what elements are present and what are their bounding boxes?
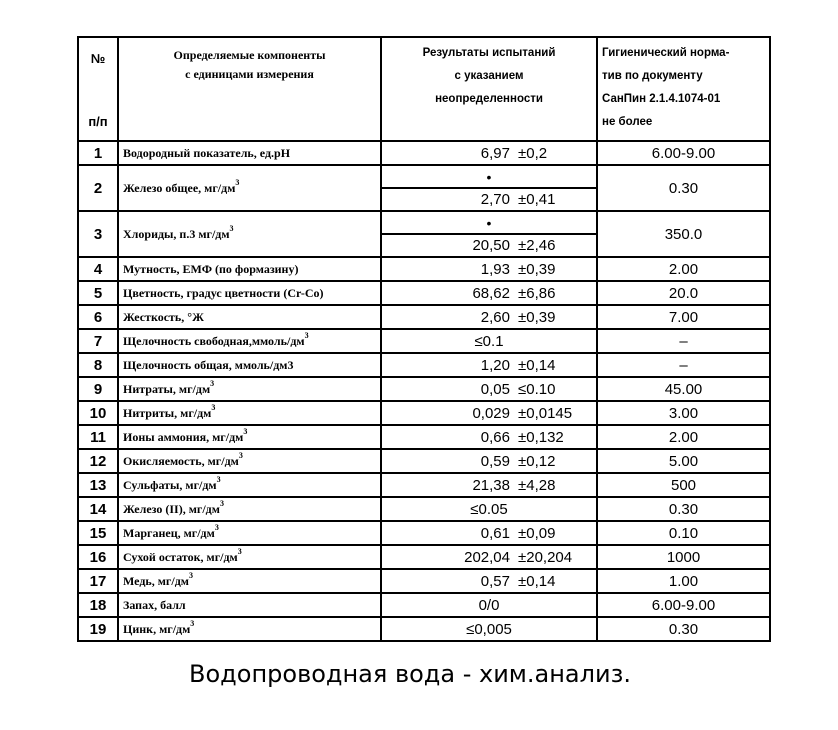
row-norm: 7.00 [597, 305, 770, 329]
row-number: 8 [78, 353, 118, 377]
row-name: Жесткость, °Ж [123, 310, 204, 324]
row-result [381, 497, 597, 521]
row-result [381, 425, 597, 449]
row-name-cell [118, 401, 381, 425]
header-norm-line1: Гигиенический норма- [602, 47, 730, 59]
table-row [78, 141, 770, 165]
row-result-uncertainty: ≤0.1 [474, 332, 504, 350]
row-name: Хлориды, п.3 мг/дм [123, 227, 230, 241]
row-name: Сульфаты, мг/дм [123, 478, 217, 492]
row-result-uncertainty: ±0,14 [518, 356, 556, 374]
table-row [78, 569, 770, 593]
header-component-line1: Определяемые компоненты [173, 48, 326, 62]
row-number: 13 [78, 473, 118, 497]
row-name: Железо (II), мг/дм [123, 502, 220, 516]
table-row [78, 165, 770, 188]
row-result-uncertainty: ±0,41 [518, 191, 556, 208]
row-name-superscript: 3 [229, 224, 234, 233]
row-name: Железо общее, мг/дм [123, 181, 236, 195]
row-name: Запах, балл [123, 598, 186, 612]
row-name-superscript: 3 [243, 427, 248, 436]
row-name: Цинк, мг/дм [123, 622, 191, 636]
row-result [381, 401, 597, 425]
row-result-uncertainty: ±0,39 [518, 308, 556, 326]
header-results-line2: с указанием [454, 70, 524, 82]
row-norm: 350.0 [597, 211, 770, 257]
table-row [78, 497, 770, 521]
row-result [381, 188, 597, 211]
row-norm: 0.30 [597, 497, 770, 521]
row-number: 18 [78, 593, 118, 617]
row-name: Цветность, градус цветности (Cr-Co) [123, 286, 324, 300]
row-name-superscript: 3 [237, 547, 242, 556]
row-name: Медь, мг/дм [123, 574, 189, 588]
row-result [381, 473, 597, 497]
row-number: 2 [78, 165, 118, 211]
row-name-cell [118, 305, 381, 329]
row-result [381, 353, 597, 377]
row-name: Сухой остаток, мг/дм [123, 550, 238, 564]
row-result-uncertainty: ≤0.10 [518, 380, 556, 398]
row-result-uncertainty: ±0,09 [518, 524, 556, 542]
row-result [381, 545, 597, 569]
row-result-value: 0/0 [478, 596, 500, 614]
row-name: Мутность, ЕМФ (по формазину) [123, 262, 299, 276]
row-norm: 0.30 [597, 617, 770, 641]
row-result [381, 521, 597, 545]
header-num [78, 37, 118, 141]
row-result [381, 617, 597, 641]
row-result-uncertainty: ±0,39 [518, 260, 556, 278]
row-number: 5 [78, 281, 118, 305]
row-name-cell [118, 329, 381, 353]
table-row [78, 473, 770, 497]
row-name-cell [118, 377, 381, 401]
table-row [78, 425, 770, 449]
row-result-uncertainty: ±0,12 [518, 452, 556, 470]
row-result-uncertainty: ±0,132 [518, 428, 564, 446]
row-name-cell [118, 545, 381, 569]
row-result-value: 0,61 [480, 524, 510, 542]
row-name-cell [118, 257, 381, 281]
table-row [78, 353, 770, 377]
header-results [381, 37, 597, 141]
row-norm: 5.00 [597, 449, 770, 473]
row-result-uncertainty: ±4,28 [518, 476, 556, 494]
row-result-bullet: • [381, 211, 597, 234]
row-norm: 1000 [597, 545, 770, 569]
row-norm: 500 [597, 473, 770, 497]
row-number: 14 [78, 497, 118, 521]
row-result [381, 257, 597, 281]
row-name-cell [118, 521, 381, 545]
row-name-superscript: 3 [211, 403, 216, 412]
table-row [78, 281, 770, 305]
row-result-uncertainty: ≤0,005 [466, 620, 512, 638]
row-result-value: 1,20 [480, 356, 510, 374]
row-number: 16 [78, 545, 118, 569]
table-row [78, 377, 770, 401]
row-result-value: 202,04 [464, 548, 510, 566]
row-result [381, 569, 597, 593]
row-norm: 20.0 [597, 281, 770, 305]
row-name-cell [118, 425, 381, 449]
row-name: Нитриты, мг/дм [123, 406, 212, 420]
row-result [381, 449, 597, 473]
row-name-superscript: 3 [188, 571, 193, 580]
row-result-uncertainty: ±0,0145 [518, 404, 573, 422]
row-result [381, 305, 597, 329]
row-norm: 2.00 [597, 425, 770, 449]
row-result-value: 1,93 [480, 260, 510, 278]
row-result-uncertainty: ±0,14 [518, 572, 556, 590]
row-name-cell [118, 473, 381, 497]
table-row [78, 329, 770, 353]
table-row [78, 593, 770, 617]
row-result [381, 141, 597, 165]
row-result-value: 2,70 [480, 191, 510, 208]
table-row [78, 449, 770, 473]
row-name: Марганец, мг/дм [123, 526, 215, 540]
row-name: Ионы аммония, мг/дм [123, 430, 244, 444]
row-result-bullet: • [381, 165, 597, 188]
row-name-cell [118, 617, 381, 641]
row-norm: – [597, 329, 770, 353]
row-name-cell [118, 497, 381, 521]
table-row [78, 521, 770, 545]
row-norm: 3.00 [597, 401, 770, 425]
row-name-superscript: 3 [214, 523, 219, 532]
header-results-line1: Результаты испытаний [422, 47, 556, 59]
row-name-cell [118, 353, 381, 377]
row-number: 4 [78, 257, 118, 281]
header-results-line3: неопределенности [435, 93, 543, 105]
row-number: 10 [78, 401, 118, 425]
table-row [78, 211, 770, 234]
row-name: Щелочность общая, ммоль/дм3 [123, 358, 294, 372]
row-name-cell [118, 593, 381, 617]
row-number: 17 [78, 569, 118, 593]
header-norm-line4: не более [602, 116, 653, 128]
row-result-uncertainty: ≤0.05 [470, 500, 508, 518]
header-norm-line2: тив по документу [602, 70, 703, 82]
header-component-line2: с единицами измерения [185, 66, 314, 81]
header-norm-line3: СанПин 2.1.4.1074-01 [602, 93, 721, 105]
row-norm: 6.00-9.00 [597, 593, 770, 617]
analysis-table [77, 36, 771, 642]
row-result-value: 0,59 [480, 452, 510, 470]
header-component [118, 37, 381, 141]
row-name-cell [118, 211, 381, 257]
row-result-value: 0,66 [480, 428, 510, 446]
row-name-superscript: 3 [238, 451, 243, 460]
row-number: 7 [78, 329, 118, 353]
table-row [78, 545, 770, 569]
row-name: Щелочность свободная,ммоль/дм [123, 334, 305, 348]
row-result-value: 21,38 [472, 476, 510, 494]
header-num-label: п/п [88, 114, 108, 129]
row-number: 3 [78, 211, 118, 257]
row-result-value: 2,60 [480, 308, 510, 326]
row-result-value: 68,62 [472, 284, 510, 302]
row-number: 1 [78, 141, 118, 165]
table-row [78, 257, 770, 281]
row-result-value: 6,97 [480, 144, 510, 162]
row-result-uncertainty: ±20,204 [518, 548, 573, 566]
row-result-value: 0,57 [480, 572, 510, 590]
row-name-cell [118, 141, 381, 165]
row-name-superscript: 3 [216, 475, 221, 484]
row-name-cell [118, 281, 381, 305]
row-result-value: 0,029 [472, 404, 510, 422]
row-name-superscript: 3 [219, 499, 224, 508]
row-result [381, 377, 597, 401]
row-norm: 2.00 [597, 257, 770, 281]
row-number: 15 [78, 521, 118, 545]
row-result [381, 593, 597, 617]
header-norm [597, 37, 770, 141]
row-name-superscript: 3 [210, 379, 215, 388]
row-result-value: 0,05 [480, 380, 510, 398]
row-number: 12 [78, 449, 118, 473]
row-result [381, 281, 597, 305]
row-norm: 6.00-9.00 [597, 141, 770, 165]
table-row [78, 305, 770, 329]
row-number: 11 [78, 425, 118, 449]
row-name-cell [118, 569, 381, 593]
row-norm: 45.00 [597, 377, 770, 401]
table-row [78, 617, 770, 641]
row-number: 19 [78, 617, 118, 641]
row-name-superscript: 3 [304, 331, 309, 340]
row-norm: 0.10 [597, 521, 770, 545]
row-name-superscript: 3 [235, 178, 240, 187]
caption: Водопроводная вода - хим.анализ. [189, 660, 631, 688]
row-result-uncertainty: ±0,2 [518, 144, 548, 162]
header-row [78, 37, 770, 141]
row-result-uncertainty: ±6,86 [518, 284, 556, 302]
row-result [381, 234, 597, 257]
row-norm: – [597, 353, 770, 377]
row-result-uncertainty: ±2,46 [518, 237, 556, 254]
table-row [78, 401, 770, 425]
row-number: 9 [78, 377, 118, 401]
row-norm: 0.30 [597, 165, 770, 211]
row-number: 6 [78, 305, 118, 329]
row-name: Окисляемость, мг/дм [123, 454, 239, 468]
row-norm: 1.00 [597, 569, 770, 593]
row-name: Нитраты, мг/дм [123, 382, 211, 396]
row-name-cell [118, 165, 381, 211]
header-num-symbol: № [90, 51, 106, 66]
row-result-value: 20,50 [472, 237, 510, 254]
row-name-cell [118, 449, 381, 473]
row-name: Водородный показатель, ед.pH [123, 146, 291, 160]
row-name-superscript: 3 [190, 619, 195, 628]
row-result [381, 329, 597, 353]
